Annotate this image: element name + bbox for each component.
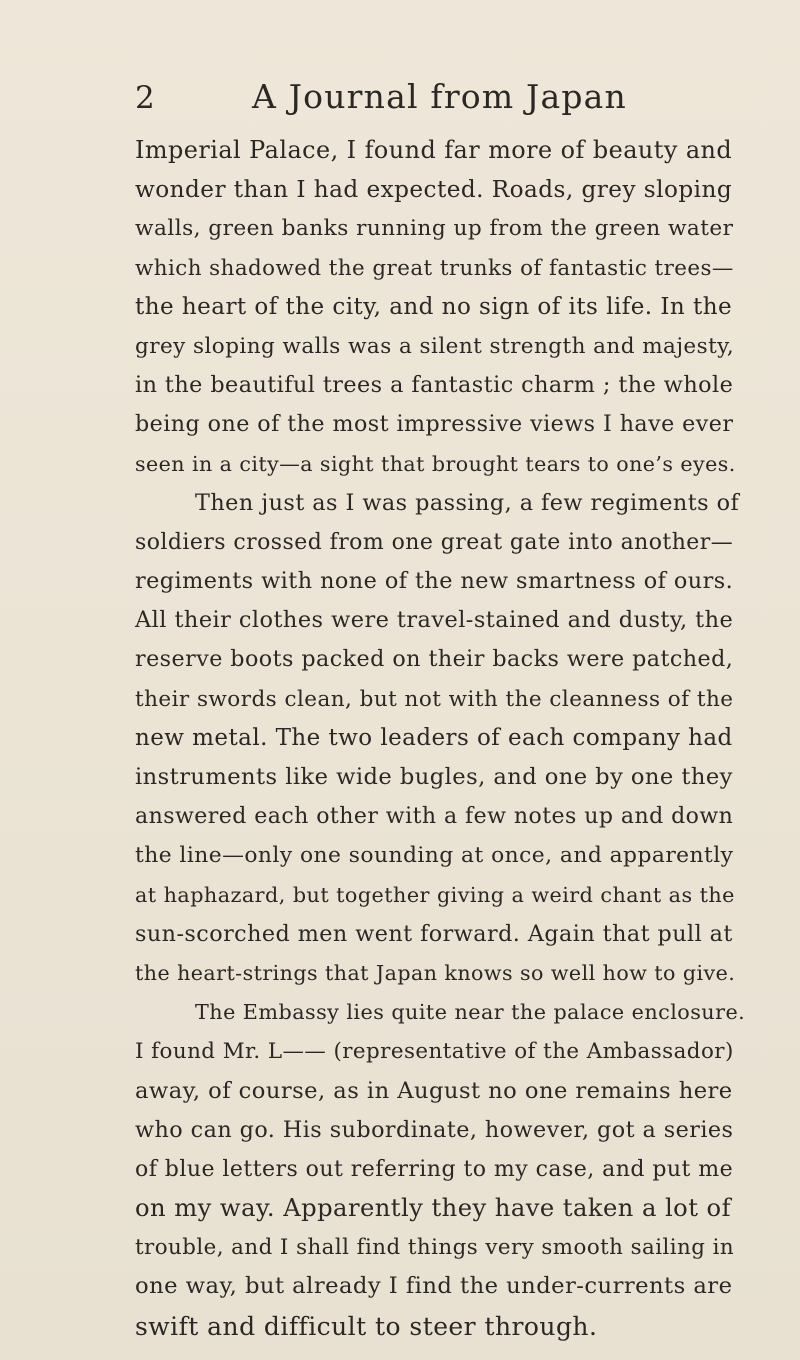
text-line: trouble, and I shall find things very smooth sailing in xyxy=(135,1235,735,1261)
text-line: instruments like wide bugles, and one by one they xyxy=(135,764,733,790)
text-line: answered each other with a few notes up and down xyxy=(135,804,734,830)
text-line: away, of course, as in August no one remains here xyxy=(135,1077,733,1104)
text-line: on my way. Apparently they have taken a lot of xyxy=(135,1194,731,1223)
text-line: swift and difficult to steer through. xyxy=(135,1311,598,1341)
text-line: Then just as I was passing, a few regiments of xyxy=(195,489,740,516)
running-title: A Journal from Japan xyxy=(252,77,628,116)
body-text xyxy=(135,131,746,1346)
page-header xyxy=(0,72,800,122)
text-line: The Embassy lies quite near the palace enclosure. xyxy=(195,1000,746,1025)
text-line: which shadowed the great trunks of fantastic trees— xyxy=(135,255,734,281)
text-line: the heart of the city, and no sign of its life. In the xyxy=(135,293,733,320)
text-line: Imperial Palace, I found far more of beauty and xyxy=(135,136,733,164)
text-line: the line—only one sounding at once, and apparently xyxy=(135,843,734,869)
text-line: seen in a city—a sight that brought tears to one’s eyes. xyxy=(135,451,736,476)
text-line: I found Mr. L—— (representative of the Ambassador) xyxy=(135,1039,734,1065)
text-line: their swords clean, but not with the cleanness of the xyxy=(135,686,734,712)
text-line: All their clothes were travel-stained and dusty, the xyxy=(135,607,734,634)
text-line: being one of the most impressive views I have ever xyxy=(135,411,734,438)
text-line: the heart-strings that Japan knows so well how to give. xyxy=(135,960,736,985)
text-line: in the beautiful trees a fantastic charm ; the whole xyxy=(135,372,734,399)
text-line: reserve boots packed on their backs were patched, xyxy=(135,646,734,673)
text-line: grey sloping walls was a silent strength and majesty, xyxy=(135,333,735,359)
text-line: of blue letters out referring to my case, and put me xyxy=(135,1156,734,1182)
text-line: one way, but already I find the under-currents are xyxy=(135,1273,733,1300)
text-line: new metal. The two leaders of each company had xyxy=(135,724,733,751)
text-line: walls, green banks running up from the green water xyxy=(135,216,734,242)
text-line: wonder than I had expected. Roads, grey sloping xyxy=(135,176,733,204)
text-line: sun-scorched men went forward. Again that pull at xyxy=(135,920,733,947)
text-line: who can go. His subordinate, however, got a series xyxy=(135,1116,734,1143)
text-line: regiments with none of the new smartness of ours. xyxy=(135,568,734,595)
text-line: soldiers crossed from one great gate into another— xyxy=(135,529,734,555)
page-number: 2 xyxy=(135,80,156,116)
text-line: at haphazard, but together giving a weird chant as the xyxy=(135,882,735,907)
